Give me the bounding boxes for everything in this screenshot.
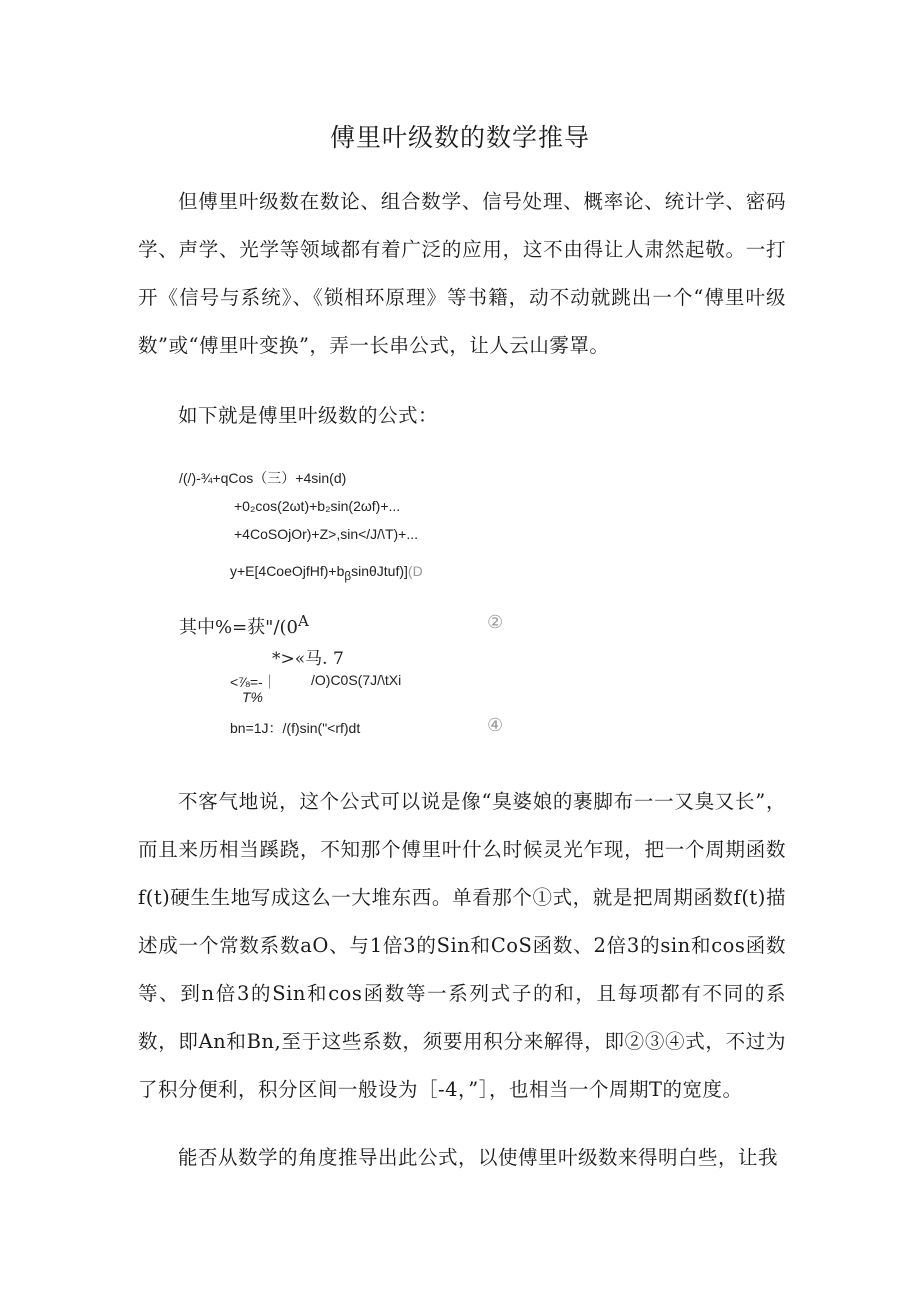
formula-line-2: +0₂cos(2ωt)+b₂sin(2ωf)+... [234,498,401,514]
closing-paragraph: 能否从数学的角度推导出此公式，以使傅里叶级数来得明白些，让我 [178,1146,779,1169]
formula-line-1: /(/)-¾+qCos（三）+4sin(d) [179,470,347,486]
formula-ref-1: (D [407,563,423,579]
formula-ref-2: ② [487,612,504,633]
formula-line-5 [179,612,309,639]
formula-line-5-sup: A [298,612,309,630]
intro-paragraph: 但傅里叶级数在数论、组合数学、信号处理、概率论、统计学、密码学、声学、光学等领域都有着广泛的应用，这不由得让人肃然起敬。一打开《信号与系统》、《锁相环原理》等书籍，动不动就跳出一个“傅里叶级数”或“傅里叶变换”，弄一长串公式，让人云山雾罩。 [138,190,786,357]
formula-line-3: +4CoSOjOr)+Z>,sin</J/\T)+... [234,526,419,542]
formula-intro-paragraph: 如下就是傅里叶级数的公式： [178,404,439,427]
formula-line-7-right: /O)C0S(7J/\tXi [311,672,402,688]
formula-line-7-denominator: T% [242,689,263,705]
formula-line-5-main: 其中%=获"/(0 [179,617,299,638]
page-title: 傅里叶级数的数学推导 [329,123,590,152]
formula-line-4-rest: sinθJtuf)] [351,563,408,579]
formula-line-4-sub: β [344,569,352,583]
formula-line-4-main: y+E[4CoeOjfHf)+b [230,563,345,579]
formula-line-7-left: <⅞=-｜ [230,674,277,690]
formula-line-8: bn=1J：/(f)sin("<rf)dt [230,720,361,736]
formula-line-6: *>«马. 7 [272,649,344,669]
formula-ref-4: ④ [487,715,504,736]
formula-line-4 [230,563,423,583]
explanation-paragraph: 不客气地说，这个公式可以说是像“臭婆娘的裹脚布一一又臭又长”，而且来历相当蹊跷，不知那个傅里叶什么时候灵光乍现，把一个周期函数f(t)硬生生地写成这么一大堆东西。单看那个①式，就是把周期函数f(t)描述成一个常数系数aO、与1倍3的Sin和CoS函数、2倍3的sin和cos函数等、到n倍3的Sin和cos函数等一系列式子的和，且每项都有不同的系数，即An和Bn,至于这些系数，须要用积分来解得，即②③④式，不过为了积分便利，积分区间一般设为［-4，”］，也相当一个周期T的宽度。 [138,790,786,1101]
